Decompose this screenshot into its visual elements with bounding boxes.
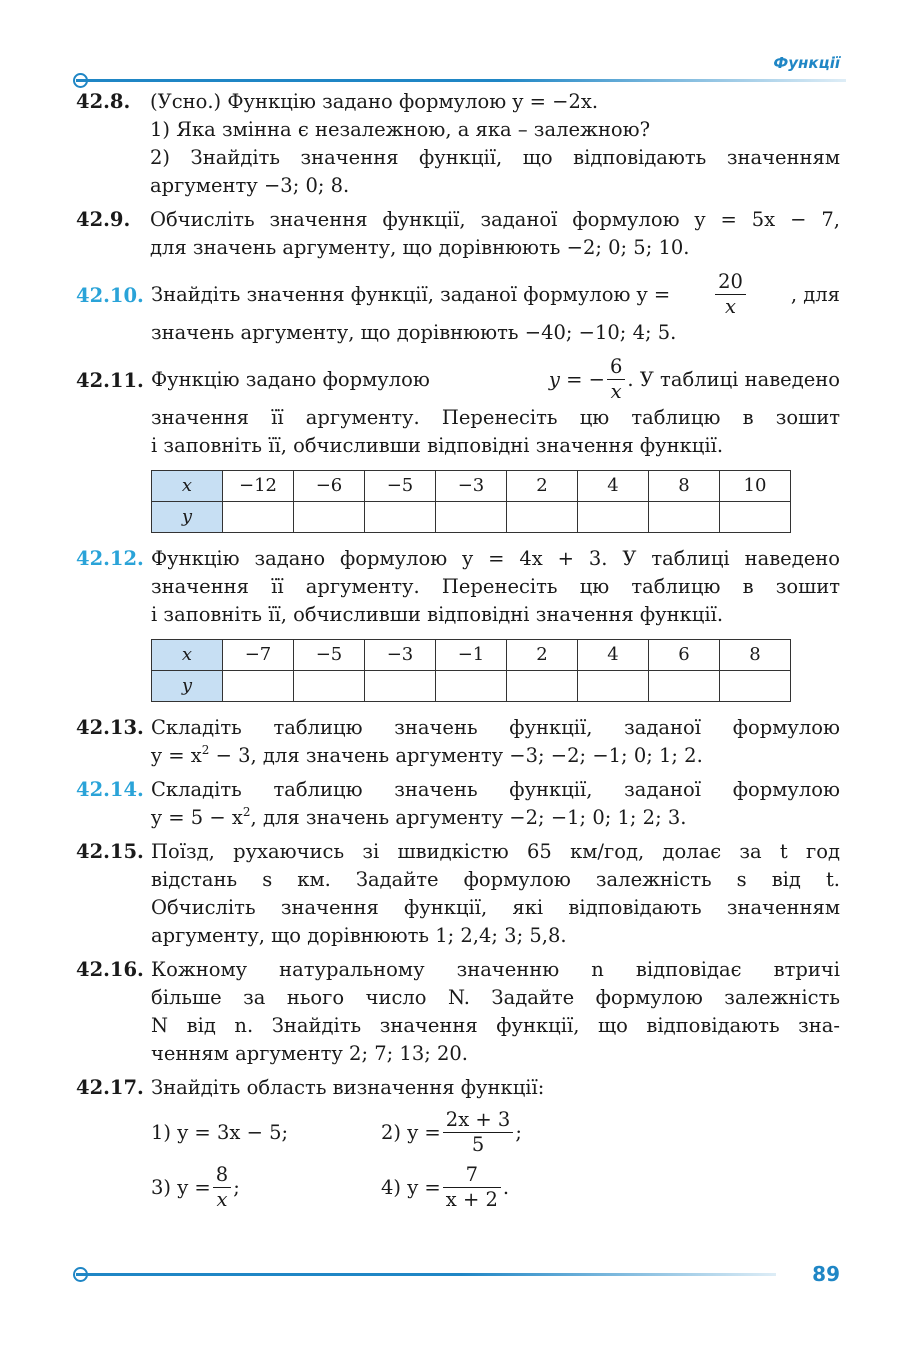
problem-text: Знайдіть значення функції, заданої формулою y = [151, 282, 671, 306]
fraction-numerator: 20 [715, 270, 746, 295]
problem-number: 42.15. [76, 840, 144, 863]
values-table-42-12 [151, 639, 791, 702]
problem-text: значень аргументу, що дорівнюють −40; −10; 4; 5. [151, 321, 677, 344]
table-cell: −5 [294, 640, 365, 671]
table-cell-empty [223, 671, 294, 702]
problem-text: для значень аргументу, що дорівнюють −2; 0; 5; 10. [150, 236, 690, 259]
table-cell-empty [223, 502, 294, 533]
fraction [607, 355, 625, 404]
table-cell-empty [507, 671, 578, 702]
table-cell-empty [294, 502, 365, 533]
problem-text: більше за нього число N. Задайте формулою залежність [151, 986, 840, 1009]
problem-text: і заповніть її, обчисливши відповідні значення функції. [151, 603, 724, 626]
table-row [152, 471, 791, 502]
fraction-numerator: 7 [443, 1163, 501, 1188]
table-cell-empty [294, 671, 365, 702]
fraction [213, 1163, 231, 1212]
problem-number: 42.9. [76, 208, 131, 231]
problem-text: значення її аргументу. Перенесіть цю таблицю в зошит [151, 575, 840, 598]
bottom-rule [76, 1273, 776, 1276]
fraction-numerator: 6 [607, 355, 625, 380]
exponent: 2 [201, 743, 210, 757]
punctuation: ; [515, 1120, 522, 1144]
fraction [715, 270, 746, 319]
table-cell: −7 [223, 640, 294, 671]
table-cell: 8 [720, 640, 791, 671]
table-cell-empty [365, 502, 436, 533]
problem-text: (Усно.) Функцію задано формулою y = −2x. [150, 90, 599, 113]
table-cell: −5 [365, 471, 436, 502]
table-cell: 4 [578, 471, 649, 502]
table-cell-empty [436, 671, 507, 702]
problem-text: Складіть таблицю значень функції, заданої формулою [151, 716, 840, 739]
table-cell: 8 [649, 471, 720, 502]
subtask-1 [151, 1108, 381, 1157]
table-cell: 6 [649, 640, 720, 671]
problem-text: Складіть таблицю значень функції, заданої формулою [151, 778, 840, 801]
problem-text: Обчисліть значення функції, які відповідають значенням [151, 896, 840, 919]
table-header-y: y [152, 671, 223, 702]
fraction [443, 1163, 501, 1212]
problem-42-12 [76, 545, 840, 702]
problem-42-9 [76, 206, 840, 262]
table-cell-empty [720, 502, 791, 533]
fraction-numerator: 8 [213, 1163, 231, 1188]
top-rule [76, 79, 846, 82]
equation: y = − [548, 367, 605, 391]
problem-number: 42.12. [76, 547, 144, 570]
punctuation: ; [233, 1175, 240, 1199]
fraction [443, 1108, 514, 1157]
problem-number: 42.16. [76, 958, 144, 981]
fraction-denominator: x [725, 295, 737, 318]
problem-42-14 [76, 776, 840, 832]
table-cell: −3 [365, 640, 436, 671]
problem-42-13 [76, 714, 840, 770]
page-number: 89 [812, 1262, 840, 1286]
table-cell: 2 [507, 640, 578, 671]
problem-number: 42.17. [76, 1076, 144, 1099]
problem-42-16 [76, 956, 840, 1068]
problem-number: 42.14. [76, 778, 144, 801]
problem-text: Поїзд, рухаючись зі швидкістю 65 км/год, долає за t год [151, 840, 840, 863]
table-cell: −1 [436, 640, 507, 671]
problem-text: Функцію задано формулою y = 4x + 3. У таблиці наведено [151, 547, 840, 570]
subtask-2 [381, 1108, 611, 1157]
table-cell: −3 [436, 471, 507, 502]
problem-42-10 [76, 270, 840, 347]
problem-42-11 [76, 355, 840, 533]
subtask-text: 2) y = [381, 1120, 441, 1144]
table-header-x: x [152, 640, 223, 671]
table-cell-empty [578, 502, 649, 533]
problem-text: і заповніть її, обчисливши відповідні значення функції. [151, 434, 724, 457]
problem-text: аргументу −3; 0; 8. [150, 174, 350, 197]
equation: y = 5 − x [151, 806, 243, 829]
table-row [152, 671, 791, 702]
section-title: Функції [773, 54, 840, 72]
table-cell: 4 [578, 640, 649, 671]
problem-text: Обчисліть значення функції, заданої формулою y = 5x − 7, [150, 208, 840, 231]
problem-text: Кожному натуральному значенню n відповідає втричі [151, 958, 840, 981]
problem-text: − 3, для значень аргументу −3; −2; −1; 0; 1; 2. [209, 744, 703, 767]
table-row [152, 640, 791, 671]
table-cell: −6 [294, 471, 365, 502]
table-cell-empty [507, 502, 578, 533]
subtask-text: 4) y = [381, 1175, 441, 1199]
problem-text: . У таблиці наведено [627, 367, 840, 391]
table-header-y: y [152, 502, 223, 533]
subtask-text: 3) y = [151, 1175, 211, 1199]
problem-text: ченням аргументу 2; 7; 13; 20. [151, 1042, 468, 1065]
problem-number: 42.10. [76, 284, 144, 307]
values-table-42-11 [151, 470, 791, 533]
table-cell: 2 [507, 471, 578, 502]
problem-42-17 [76, 1074, 840, 1212]
table-cell-empty [720, 671, 791, 702]
table-cell: −12 [223, 471, 294, 502]
subtask-row [151, 1163, 840, 1212]
problem-text: значення її аргументу. Перенесіть цю таблицю в зошит [151, 406, 840, 429]
table-cell-empty [365, 671, 436, 702]
table-cell-empty [649, 502, 720, 533]
problem-text: , для [790, 282, 840, 306]
subtask-4 [381, 1163, 611, 1212]
problem-number: 42.8. [76, 90, 131, 113]
subtask-text: 1) y = 3x − 5; [151, 1120, 289, 1144]
fraction-denominator: x [216, 1188, 228, 1211]
problem-text: 1) Яка змінна є незалежною, а яка – залежною? [150, 118, 651, 141]
problem-number: 42.13. [76, 716, 144, 739]
table-cell-empty [578, 671, 649, 702]
problem-42-15 [76, 838, 840, 950]
fraction-denominator: x [610, 380, 622, 403]
table-cell-empty [649, 671, 720, 702]
problem-text: відстань s км. Задайте формулою залежність s від t. [151, 868, 840, 891]
table-header-x: x [152, 471, 223, 502]
fraction-denominator: 5 [471, 1133, 485, 1156]
table-cell: 10 [720, 471, 791, 502]
problem-text: аргументу, що дорівнюють 1; 2,4; 3; 5,8. [151, 924, 567, 947]
problem-42-8 [76, 88, 840, 200]
exponent: 2 [242, 805, 251, 819]
problem-text: Функцію задано формулою [151, 367, 430, 391]
page-content [76, 88, 840, 1218]
problem-text: Знайдіть область визначення функції: [151, 1076, 545, 1099]
problem-text: 2) Знайдіть значення функції, що відповідають значенням [150, 146, 840, 169]
subtask-row [151, 1108, 840, 1157]
fraction-denominator: x + 2 [445, 1188, 498, 1211]
problem-number: 42.11. [76, 369, 144, 392]
table-row [152, 502, 791, 533]
subtask-3 [151, 1163, 381, 1212]
problem-text: , для значень аргументу −2; −1; 0; 1; 2; 3. [250, 806, 687, 829]
punctuation: . [502, 1175, 510, 1199]
fraction-numerator: 2x + 3 [443, 1108, 514, 1133]
table-cell-empty [436, 502, 507, 533]
problem-text: N від n. Знайдіть значення функції, що відповідають зна- [151, 1014, 840, 1037]
equation: y = x [151, 744, 202, 767]
